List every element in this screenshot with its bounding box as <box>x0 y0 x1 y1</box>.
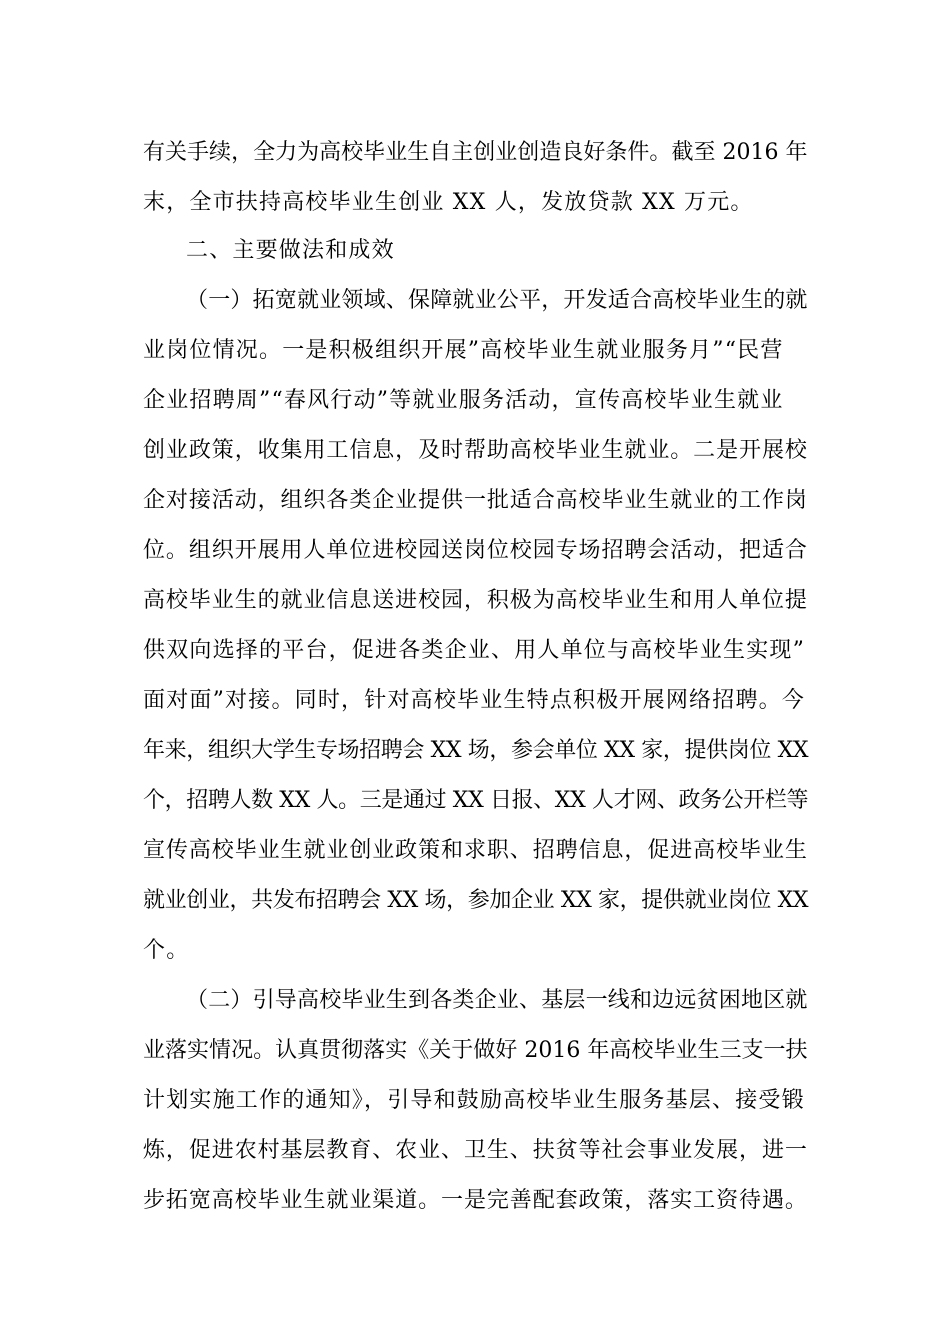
paragraph-line: 就业创业，共发布招聘会 XX 场，参加企业 XX 家，提供就业岗位 XX <box>143 888 809 913</box>
paragraph-line: 年来，组织大学生专场招聘会 XX 场，参会单位 XX 家，提供岗位 XX <box>143 738 809 763</box>
paragraph-line: 位。组织开展用人单位进校园送岗位校园专场招聘会活动，把适合 <box>143 538 808 563</box>
paragraph-line: 企业招聘周”“春风行动”等就业服务活动，宣传高校毕业生就业 <box>143 388 784 413</box>
paragraph-line: 高校毕业生的就业信息送进校园，积极为高校毕业生和用人单位提 <box>143 588 808 613</box>
paragraph-line: 面对面”对接。同时，针对高校毕业生特点积极开展网络招聘。今 <box>143 688 806 713</box>
paragraph-line: 个。 <box>143 938 190 963</box>
paragraph-line: 供双向选择的平台，促进各类企业、用人单位与高校毕业生实现” <box>143 638 806 663</box>
paragraph-line: 企对接活动，组织各类企业提供一批适合高校毕业生就业的工作岗 <box>143 488 808 513</box>
paragraph-line: 个，招聘人数 XX 人。三是通过 XX 日报、XX 人才网、政务公开栏等 <box>143 788 809 813</box>
paragraph-line: 宣传高校毕业生就业创业政策和求职、招聘信息，促进高校毕业生 <box>143 838 808 863</box>
paragraph-line: 末，全市扶持高校毕业生创业 XX 人，发放贷款 XX 万元。 <box>143 190 754 215</box>
section-heading: 二、主要做法和成效 <box>186 238 395 263</box>
paragraph-line: 创业政策，收集用工信息，及时帮助高校毕业生就业。二是开展校 <box>143 438 808 463</box>
paragraph-line: 业落实情况。认真贯彻落实《关于做好 2016 年高校毕业生三支一扶 <box>143 1038 808 1063</box>
paragraph-line: （二）引导高校毕业生到各类企业、基层一线和边远贫困地区就 <box>186 988 808 1013</box>
paragraph-line: 计划实施工作的通知》，引导和鼓励高校毕业生服务基层、接受锻 <box>143 1088 805 1113</box>
paragraph-line: （一）拓宽就业领域、保障就业公平，开发适合高校毕业生的就 <box>186 288 808 313</box>
paragraph-line: 有关手续，全力为高校毕业生自主创业创造良好条件。截至 2016 年 <box>143 140 808 165</box>
paragraph-line: 步拓宽高校毕业生就业渠道。一是完善配套政策，落实工资待遇。 <box>143 1188 808 1213</box>
paragraph-line: 炼，促进农村基层教育、农业、卫生、扶贫等社会事业发展，进一 <box>143 1138 808 1163</box>
paragraph-line: 业岗位情况。一是积极组织开展”高校毕业生就业服务月”“民营 <box>143 338 784 363</box>
